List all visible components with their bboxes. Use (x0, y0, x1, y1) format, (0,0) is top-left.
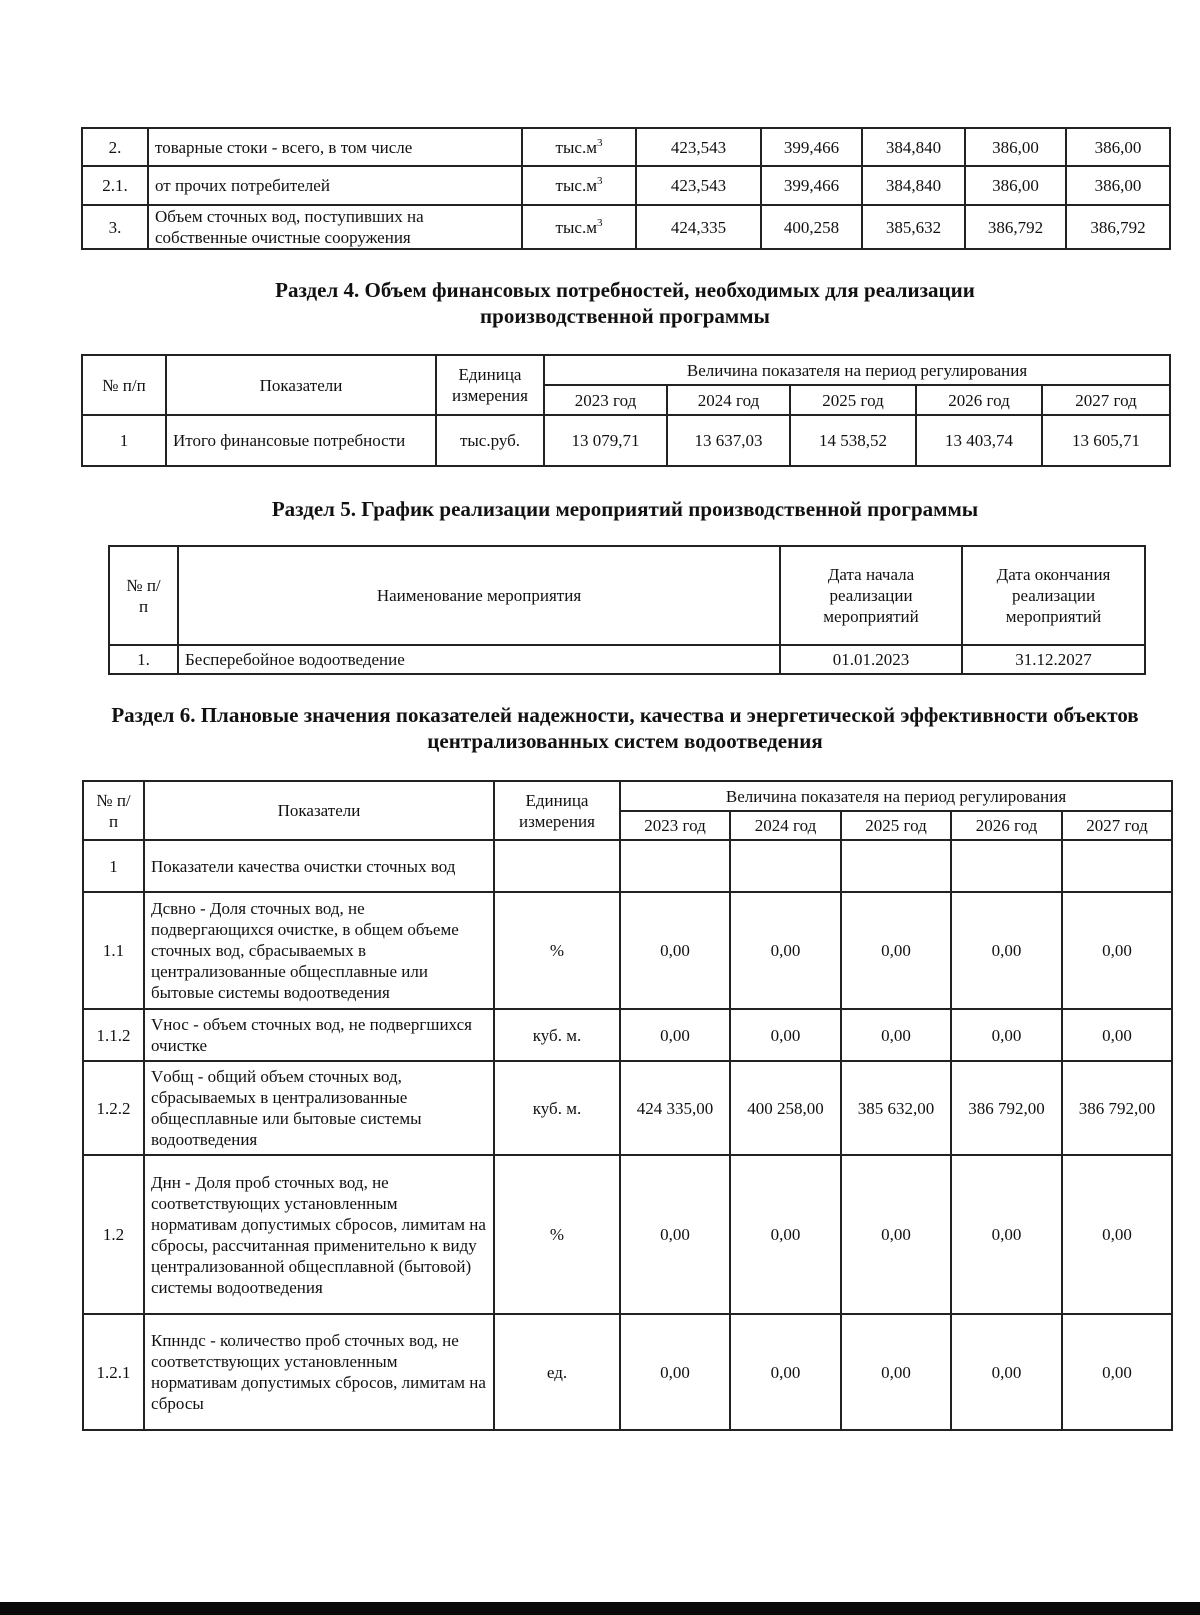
value-cell: 13 605,71 (1042, 415, 1170, 466)
header-num: № п/п (109, 546, 178, 645)
table-row (83, 840, 1172, 892)
value-cell: 399,466 (761, 166, 862, 205)
value-cell: 0,00 (841, 1009, 951, 1061)
table-section3-continuation (81, 127, 1171, 250)
value-cell: 0,00 (620, 1155, 730, 1314)
value-cell (951, 840, 1062, 892)
value-cell: 0,00 (620, 1009, 730, 1061)
value-cell: 0,00 (730, 892, 841, 1009)
value-cell: 0,00 (730, 1009, 841, 1061)
row-number: 1.1.2 (83, 1009, 144, 1061)
row-indicator: Кпнндс - количество проб сточных вод, не соответствующих установленным нормативам допустимых сбросов, лимитам на сбросы (144, 1314, 494, 1430)
value-cell: 385,632 (862, 205, 965, 249)
row-activity: Бесперебойное водоотведение (178, 645, 780, 674)
row-indicator: Показатели качества очистки сточных вод (144, 840, 494, 892)
value-cell: 0,00 (951, 1009, 1062, 1061)
row-indicator: от прочих потребителей (148, 166, 522, 205)
value-cell: 384,840 (862, 166, 965, 205)
value-cell: 13 637,03 (667, 415, 790, 466)
header-period: Величина показателя на период регулирования (620, 781, 1172, 811)
value-cell: 0,00 (841, 892, 951, 1009)
value-cell: 424 335,00 (620, 1061, 730, 1155)
header-end: Дата окончания реализации мероприятий (962, 546, 1145, 645)
value-cell: 14 538,52 (790, 415, 916, 466)
table-row (83, 1155, 1172, 1314)
header-unit: Единица измерения (494, 781, 620, 840)
value-cell (1062, 840, 1172, 892)
row-number: 1. (109, 645, 178, 674)
value-cell: 0,00 (620, 892, 730, 1009)
header-start: Дата начала реализации мероприятий (780, 546, 962, 645)
row-unit: % (494, 892, 620, 1009)
header-unit: Единица измерения (436, 355, 544, 415)
table-row (82, 205, 1170, 249)
row-number: 1 (82, 415, 166, 466)
table-section4 (81, 354, 1171, 467)
table-row (83, 1061, 1172, 1155)
table-header-row (109, 546, 1145, 645)
row-unit: тыс.руб. (436, 415, 544, 466)
header-indicator: Показатели (166, 355, 436, 415)
row-start-date: 01.01.2023 (780, 645, 962, 674)
value-cell: 386 792,00 (951, 1061, 1062, 1155)
value-cell: 13 403,74 (916, 415, 1042, 466)
table-row (82, 415, 1170, 466)
value-cell: 400 258,00 (730, 1061, 841, 1155)
table-section6 (82, 780, 1173, 1431)
header-name: Наименование мероприятия (178, 546, 780, 645)
value-cell: 386 792,00 (1062, 1061, 1172, 1155)
value-cell: 13 079,71 (544, 415, 667, 466)
value-cell: 0,00 (951, 892, 1062, 1009)
row-unit: % (494, 1155, 620, 1314)
row-number: 2.1. (82, 166, 148, 205)
row-number: 1 (83, 840, 144, 892)
table-header-row (82, 355, 1170, 385)
table-row (83, 1314, 1172, 1430)
value-cell: 0,00 (730, 1314, 841, 1430)
value-cell: 0,00 (841, 1314, 951, 1430)
row-number: 2. (82, 128, 148, 166)
row-number: 1.1 (83, 892, 144, 1009)
scan-edge-bar (0, 1602, 1200, 1615)
table-row (83, 892, 1172, 1009)
value-cell: 400,258 (761, 205, 862, 249)
value-cell: 0,00 (841, 1155, 951, 1314)
row-number: 3. (82, 205, 148, 249)
value-cell: 386,00 (1066, 128, 1170, 166)
table-row (109, 645, 1145, 674)
value-cell: 0,00 (1062, 1009, 1172, 1061)
value-cell: 386,00 (965, 166, 1066, 205)
row-unit: $тыс.м^3$ (522, 166, 636, 205)
row-unit: $тыс.м^3$ (522, 205, 636, 249)
value-cell: 386,00 (965, 128, 1066, 166)
table-header-row (83, 781, 1172, 811)
value-cell: 423,543 (636, 128, 761, 166)
row-indicator: товарные стоки - всего, в том числе (148, 128, 522, 166)
section4-title: Раздел 4. Объем финансовых потребностей, необходимых для реализации производственной программы (275, 278, 975, 328)
table-section5 (108, 545, 1146, 675)
section6-title: Раздел 6. Плановые значения показателей надежности, качества и энергетической эффективности объектов централизованных систем водоотведения (111, 703, 1139, 753)
row-unit: куб. м. (494, 1061, 620, 1155)
value-cell: 0,00 (1062, 892, 1172, 1009)
value-cell: 386,792 (965, 205, 1066, 249)
header-year: 2023 год (620, 811, 730, 840)
value-cell: 0,00 (620, 1314, 730, 1430)
value-cell (730, 840, 841, 892)
table-row (82, 128, 1170, 166)
header-year: 2026 год (916, 385, 1042, 415)
row-number: 1.2.2 (83, 1061, 144, 1155)
section5-title: Раздел 5. График реализации мероприятий производственной программы (271, 497, 979, 521)
row-unit (494, 840, 620, 892)
header-year: 2026 год (951, 811, 1062, 840)
header-year: 2027 год (1042, 385, 1170, 415)
value-cell (620, 840, 730, 892)
value-cell: 0,00 (1062, 1155, 1172, 1314)
value-cell: 384,840 (862, 128, 965, 166)
header-year: 2023 год (544, 385, 667, 415)
row-end-date: 31.12.2027 (962, 645, 1145, 674)
header-year: 2025 год (790, 385, 916, 415)
row-unit: $тыс.м^3$ (522, 128, 636, 166)
header-year: 2024 год (730, 811, 841, 840)
table-row (83, 1009, 1172, 1061)
header-period: Величина показателя на период регулирования (544, 355, 1170, 385)
row-indicator: Vнос - объем сточных вод, не подвергшихся очистке (144, 1009, 494, 1061)
value-cell (841, 840, 951, 892)
row-indicator: Днн - Доля проб сточных вод, не соответствующих установленным нормативам допустимых сбросов, лимитам на сбросы, рассчитанная применительно к виду централизованной общесплавной (бытовой) системы водоотведения (144, 1155, 494, 1314)
value-cell: 423,543 (636, 166, 761, 205)
row-indicator: Vобщ - общий объем сточных вод, сбрасываемых в централизованные общесплавные или бытовые системы водоотведения (144, 1061, 494, 1155)
row-number: 1.2.1 (83, 1314, 144, 1430)
value-cell: 0,00 (730, 1155, 841, 1314)
header-num: № п/п (83, 781, 144, 840)
header-year: 2025 год (841, 811, 951, 840)
row-indicator: Объем сточных вод, поступивших на собственные очистные сооружения (148, 205, 522, 249)
row-unit: ед. (494, 1314, 620, 1430)
header-year: 2027 год (1062, 811, 1172, 840)
header-year: 2024 год (667, 385, 790, 415)
row-indicator: Итого финансовые потребности (166, 415, 436, 466)
value-cell: 399,466 (761, 128, 862, 166)
value-cell: 424,335 (636, 205, 761, 249)
value-cell: 0,00 (951, 1314, 1062, 1430)
header-num: № п/п (82, 355, 166, 415)
header-indicator: Показатели (144, 781, 494, 840)
value-cell: 386,792 (1066, 205, 1170, 249)
row-number: 1.2 (83, 1155, 144, 1314)
value-cell: 386,00 (1066, 166, 1170, 205)
value-cell: 0,00 (951, 1155, 1062, 1314)
row-unit: куб. м. (494, 1009, 620, 1061)
table-row (82, 166, 1170, 205)
row-indicator: Дсвно - Доля сточных вод, не подвергающихся очистке, в общем объеме сточных вод, сбрасываемых в централизованные общесплавные или бытовые системы водоотведения (144, 892, 494, 1009)
value-cell: 0,00 (1062, 1314, 1172, 1430)
value-cell: 385 632,00 (841, 1061, 951, 1155)
